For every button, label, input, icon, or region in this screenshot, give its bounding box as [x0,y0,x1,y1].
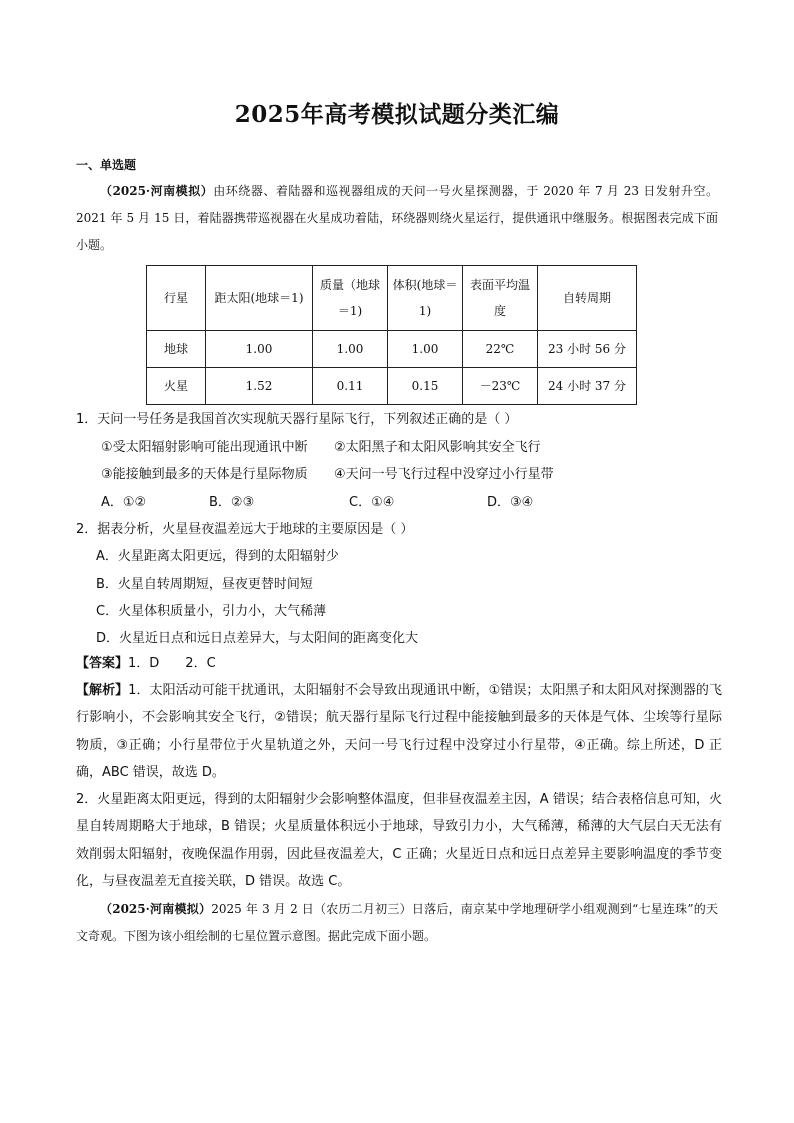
q2-option-d: D．火星近日点和远日点差异大，与太阳间的距离变化大 [96,631,419,646]
q1-option-d: D．③④ [487,495,534,510]
table-cell: 0.11 [313,368,388,405]
table-header-cell: 行星 [147,266,206,331]
planet-table [146,265,637,405]
answer-label: 【答案】 [76,656,129,671]
table-cell: 23 小时 56 分 [538,331,637,368]
analysis-label: 【解析】 [76,683,129,698]
q1-option-b: B．②③ [209,495,255,510]
source-label: （2025·河南模拟） [100,184,214,198]
table-cell: 0.15 [388,368,463,405]
q1-statement-1: ①受太阳辐射影响可能出现通讯中断 [101,440,308,455]
table-header-cell: 表面平均温度 [463,266,538,331]
table-header-cell: 自转周期 [538,266,637,331]
question-2-stem: 2．据表分析，火星昼夜温差远大于地球的主要原因是（ ） [76,522,414,537]
q1-option-a: A．①② [101,495,147,510]
table-header-cell: 质量（地球＝1) [313,266,388,331]
intro-paragraph-2 [76,896,718,950]
analysis-paragraph-2: 2．火星距离太阳更远，得到的太阳辐射少会影响整体温度，但非昼夜温差主因，A 错误；结合表格信息可知，火星自转周期略大于地球，B 错误；火星质量体积远小于地球，导致引力小，大气稀薄，稀薄的大气层白天无法有效削弱太阳辐射，夜晚保温作用弱，因此昼夜温差大，C 正确；火星近日点和远日点差异主要影响温度的季节变化，与昼夜温差无直接关联，D 错误。故选 C。 [76,792,722,889]
table-header-cell: 体积(地球＝1) [388,266,463,331]
question-1-stem: 1．天问一号任务是我国首次实现航天器行星际飞行，下列叙述正确的是（ ） [76,412,518,427]
intro-paragraph-1 [76,178,718,259]
page-title: 2025年高考模拟试题分类汇编 [234,101,560,128]
table-row [147,331,637,368]
analysis-paragraph-1 [76,677,722,786]
answer-text: 1．D 2．C [128,656,216,671]
q2-option-b: B．火星自转周期短，昼夜更替时间短 [96,577,313,592]
table-cell: 24 小时 37 分 [538,368,637,405]
intro-text: 2025 年 3 月 2 日（农历二月初三）日落后，南京某中学地理研学小组观测到“七星连珠”的天文奇观。下图为该小组绘制的七星位置示意图。据此完成下面小题。 [76,902,719,943]
analysis-text-1: 1．太阳活动可能干扰通讯，太阳辐射不会导致出现通讯中断，①错误；太阳黑子和太阳风对探测器的飞行影响小，不会影响其安全飞行，②错误；航天器行星际飞行过程中能接触到最多的天体是气体、尘埃等行星际物质，③正确；小行星带位于火星轨道之外，天问一号飞行过程中没穿过小行星带，④正确。综上所述，D 正确，ABC 错误，故选 D。 [76,683,722,780]
table-cell: 22℃ [463,331,538,368]
answer-line [76,650,722,677]
q1-statement-3: ③能接触到最多的天体是行星际物质 [101,467,308,482]
table-cell: 1.00 [313,331,388,368]
intro-text: 由环绕器、着陆器和巡视器组成的天问一号火星探测器，于 2020 年 7 月 23 日发射升空。2021 年 5 月 15 日，着陆器携带巡视器在火星成功着陆，环绕器则绕火星运行，提供通讯中继服务。根据图表完成下面小题。 [76,184,718,252]
section-heading: 一、单选题 [76,158,137,172]
q1-statement-2: ②太阳黑子和太阳风影响其安全飞行 [334,440,541,455]
source-label: （2025·河南模拟） [100,902,212,916]
table-header-cell: 距太阳(地球＝1) [206,266,313,331]
table-cell: －23℃ [463,368,538,405]
table-row [147,368,637,405]
table-cell: 1.00 [206,331,313,368]
table-header-row [147,266,637,331]
q2-option-a: A．火星距离太阳更远，得到的太阳辐射少 [96,549,339,564]
q1-option-c: C．①④ [349,495,395,510]
q2-option-c: C．火星体积质量小，引力小，大气稀薄 [96,604,327,619]
table-cell: 地球 [147,331,206,368]
q1-statement-4: ④天问一号飞行过程中没穿过小行星带 [334,467,554,482]
table-cell: 1.00 [388,331,463,368]
table-cell: 1.52 [206,368,313,405]
table-cell: 火星 [147,368,206,405]
